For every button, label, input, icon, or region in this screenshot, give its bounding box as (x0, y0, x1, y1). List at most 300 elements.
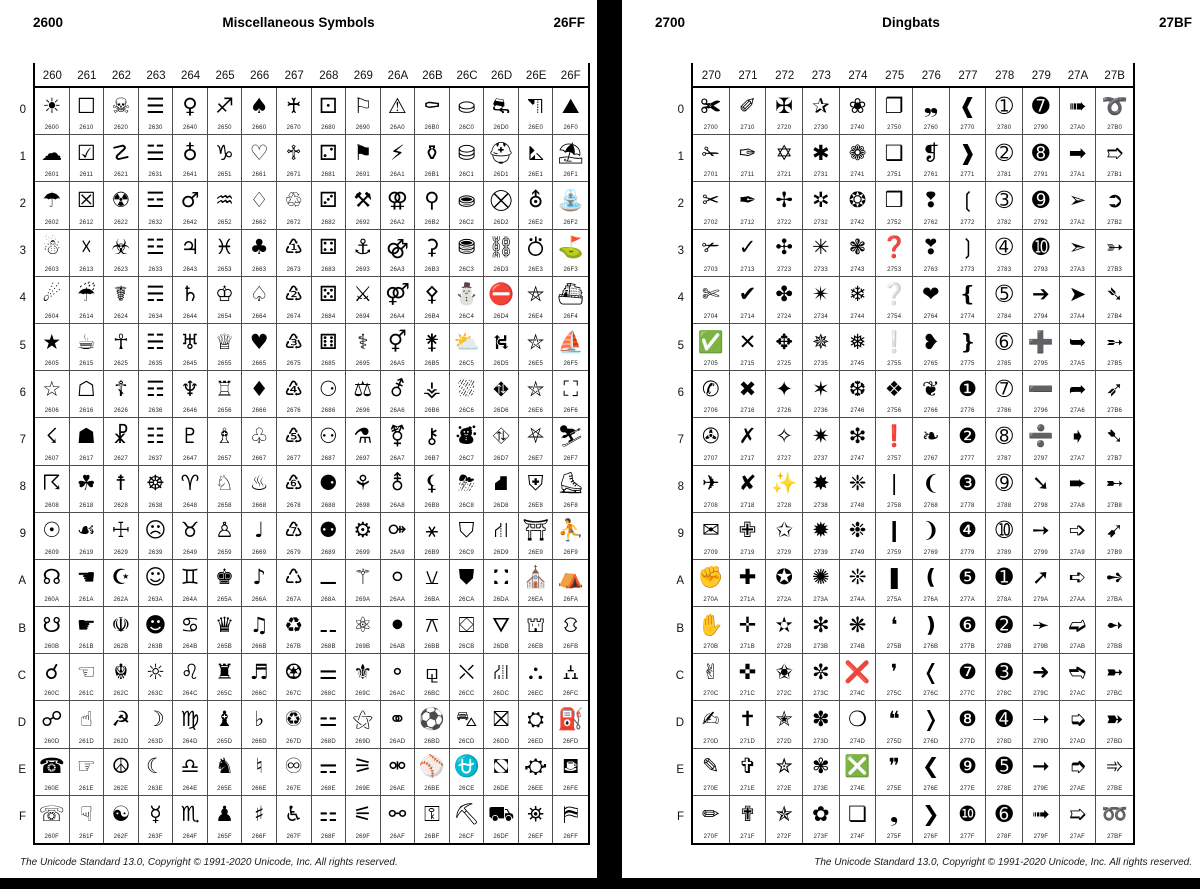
codepoint-cell (346, 230, 381, 277)
codepoint-label: 2639 (148, 549, 163, 556)
codepoint-cell (173, 88, 208, 135)
codepoint-label: 265D (217, 738, 233, 745)
codepoint-label: 2670 (286, 125, 301, 132)
character-glyph: ✬ (775, 659, 793, 684)
codepoint-label: 2631 (148, 172, 163, 179)
codepoint-cell (1096, 88, 1133, 135)
character-glyph: ✃ (702, 235, 720, 260)
character-glyph: ☙ (76, 518, 96, 543)
codepoint-label: 2660 (252, 125, 267, 132)
codepoint-label: 26FE (563, 785, 579, 792)
codepoint-cell (242, 607, 277, 654)
character-glyph: ❜ (890, 659, 898, 684)
character-glyph: ⛟ (487, 801, 515, 826)
character-glyph: ☴ (146, 282, 165, 307)
codepoint-cell (519, 135, 554, 182)
character-glyph: ⛪ (522, 565, 549, 590)
codepoint-cell (766, 654, 803, 701)
codepoint-label: 2733 (813, 266, 828, 273)
character-glyph: ♬ (249, 659, 269, 684)
character-glyph: ➸ (1105, 471, 1124, 496)
character-glyph: ✸ (812, 471, 830, 496)
character-glyph: ➲ (1105, 187, 1124, 212)
character-glyph: ⚽ (418, 707, 446, 732)
codepoint-label: 2622 (113, 219, 128, 226)
row-label: D (17, 717, 26, 730)
codepoint-cell (803, 607, 840, 654)
codepoint-label: 2671 (286, 172, 301, 179)
codepoint-cell (1096, 654, 1133, 701)
codepoint-label: 266C (251, 691, 267, 698)
codepoint-label: 26C2 (458, 219, 475, 226)
codepoint-label: 2686 (321, 408, 336, 415)
character-glyph: ☰ (146, 93, 165, 118)
character-glyph: ☾ (146, 754, 165, 779)
character-glyph: ⛗ (492, 423, 510, 448)
codepoint-label: 276F (923, 834, 939, 840)
character-glyph: ❡ (922, 140, 940, 165)
codepoint-cell (950, 607, 987, 654)
character-glyph: ♸ (284, 471, 304, 496)
character-glyph: ⛣ (525, 235, 547, 260)
codepoint-cell (1023, 371, 1060, 418)
codepoint-label: 2788 (997, 502, 1012, 509)
codepoint-cell (139, 607, 174, 654)
codepoint-label: 27B3 (1107, 266, 1123, 273)
character-glyph: ❢ (922, 187, 940, 212)
codepoint-cell (450, 607, 485, 654)
codepoint-cell (242, 277, 277, 324)
codepoint-label: 26E6 (528, 408, 544, 415)
codepoint-label: 2796 (1033, 408, 1048, 415)
codepoint-label: 272D (776, 738, 792, 745)
codepoint-cell (312, 701, 347, 748)
codepoint-cell (1096, 749, 1133, 796)
codepoint-label: 2698 (355, 502, 370, 509)
character-glyph: ➯ (1068, 801, 1087, 826)
character-glyph: ⚺ (424, 565, 439, 590)
codepoint-cell (913, 749, 950, 796)
character-glyph: ✪ (775, 565, 793, 590)
character-glyph: ⚤ (385, 282, 410, 307)
codepoint-cell (876, 560, 913, 607)
character-glyph: ⛧ (527, 423, 545, 448)
codepoint-label: 26DC (493, 691, 510, 698)
codepoint-label: 273F (813, 834, 829, 840)
codepoint-cell (553, 324, 588, 371)
codepoint-cell (876, 796, 913, 843)
codepoint-cell (242, 135, 277, 182)
codepoint-label: 2710 (740, 125, 755, 132)
character-glyph: ❒ (884, 187, 904, 212)
codepoint-label: 273D (813, 738, 829, 745)
codepoint-cell (173, 277, 208, 324)
codepoint-label: 2767 (923, 455, 938, 462)
character-glyph: ✼ (812, 659, 830, 684)
codepoint-label: 274A (850, 597, 865, 604)
character-glyph: ➖ (1027, 376, 1054, 401)
character-glyph: ✑ (738, 140, 757, 165)
character-glyph: ➍ (995, 707, 1013, 732)
codepoint-label: 2708 (703, 502, 718, 509)
character-glyph: ♳ (284, 235, 304, 260)
codepoint-label: 26B9 (424, 549, 440, 556)
codepoint-cell (913, 654, 950, 701)
character-glyph: ➰ (1101, 93, 1128, 118)
codepoint-label: 26AF (389, 834, 405, 840)
codepoint-cell (104, 88, 139, 135)
codepoint-cell (876, 277, 913, 324)
character-glyph: ☇ (45, 423, 58, 448)
character-glyph: ✘ (738, 471, 757, 496)
codepoint-label: 268D (320, 738, 336, 745)
codepoint-label: 270F (703, 834, 719, 840)
character-glyph: ✳ (812, 235, 830, 260)
codepoint-cell (242, 324, 277, 371)
codepoint-cell (346, 277, 381, 324)
character-glyph: ❊ (848, 565, 867, 590)
codepoint-cell (381, 135, 416, 182)
character-glyph: ⛥ (527, 329, 545, 354)
codepoint-label: 271D (739, 738, 756, 745)
character-glyph: ⛕ (493, 329, 509, 354)
codepoint-label: 2744 (850, 313, 865, 320)
character-glyph: ⚘ (353, 471, 373, 496)
codepoint-label: 26A3 (389, 266, 405, 273)
character-glyph: ✔ (738, 282, 757, 307)
character-glyph: ✰ (812, 93, 830, 118)
character-glyph: ♛ (215, 612, 234, 637)
character-glyph: ⚞ (353, 754, 373, 779)
codepoint-cell (208, 796, 243, 843)
codepoint-cell (104, 513, 139, 560)
character-glyph: ⛱ (557, 140, 585, 165)
codepoint-cell (1060, 324, 1097, 371)
character-glyph: ❻ (958, 612, 977, 637)
character-glyph: ⚼ (424, 659, 440, 684)
character-glyph: ➉ (995, 518, 1013, 543)
character-glyph: ✇ (702, 423, 720, 448)
column-header: 26F (560, 70, 581, 82)
character-glyph: ☫ (111, 612, 131, 637)
codepoint-label: 2612 (79, 219, 94, 226)
codepoint-label: 271B (740, 644, 755, 651)
codepoint-cell (381, 418, 416, 465)
codepoint-cell (913, 324, 950, 371)
codepoint-label: 26BA (424, 597, 440, 604)
codepoint-label: 27B6 (1107, 408, 1123, 415)
codepoint-label: 2761 (923, 172, 938, 179)
character-glyph: ❟ (890, 801, 899, 826)
codepoint-label: 2645 (182, 361, 198, 368)
codepoint-cell (312, 513, 347, 560)
character-glyph: ⚁ (319, 140, 338, 165)
character-glyph: ♅ (180, 329, 200, 354)
codepoint-cell (450, 135, 485, 182)
character-glyph: ➐ (1032, 93, 1050, 118)
codepoint-label: 269B (355, 644, 371, 651)
character-glyph: ➑ (1032, 140, 1050, 165)
codepoint-label: 2734 (813, 313, 828, 320)
codepoint-cell (277, 607, 312, 654)
character-glyph: ➈ (995, 471, 1013, 496)
codepoint-label: 2771 (960, 172, 975, 179)
codepoint-label: 2684 (321, 313, 336, 320)
codepoint-label: 26C4 (458, 313, 475, 320)
character-glyph: ☳ (146, 235, 165, 260)
character-glyph: ♈ (180, 471, 200, 496)
character-glyph: ➞ (1032, 754, 1050, 779)
character-glyph: ⚄ (319, 282, 338, 307)
codepoint-label: 270E (703, 785, 719, 792)
codepoint-cell (70, 749, 105, 796)
codepoint-label: 26A7 (389, 455, 405, 462)
character-glyph: ➡ (1068, 140, 1087, 165)
codepoint-label: 2689 (321, 549, 336, 556)
codepoint-cell (312, 371, 347, 418)
column-header: 278 (995, 70, 1015, 82)
codepoint-cell (1023, 701, 1060, 748)
codepoint-label: 2678 (286, 502, 301, 509)
codepoint-label: 2672 (286, 219, 301, 226)
character-glyph: ⛉ (458, 518, 475, 543)
codepoint-cell (381, 466, 416, 513)
codepoint-label: 2616 (79, 408, 94, 415)
character-glyph: ⚿ (423, 801, 440, 826)
character-glyph: ☁ (41, 140, 63, 165)
codepoint-label: 276D (923, 738, 939, 745)
character-glyph: ♇ (180, 423, 200, 448)
codepoint-cell (450, 324, 485, 371)
codepoint-cell (484, 796, 519, 843)
character-glyph: ☼ (146, 659, 165, 684)
character-glyph: ⚚ (353, 565, 373, 590)
codepoint-label: 278A (996, 597, 1012, 604)
character-glyph: ♧ (249, 423, 269, 448)
codepoint-label: 267B (286, 644, 302, 651)
codepoint-label: 262C (113, 691, 129, 698)
codepoint-label: 27A0 (1070, 125, 1085, 132)
codepoint-label: 26CD (458, 738, 475, 745)
codepoint-label: 2758 (887, 502, 902, 509)
codepoint-label: 2798 (1033, 502, 1048, 509)
codepoint-label: 2743 (850, 266, 865, 273)
codepoint-label: 2799 (1033, 549, 1048, 556)
character-glyph: ☎ (38, 754, 65, 779)
character-glyph: ⛌ (458, 659, 475, 684)
codepoint-label: 2659 (217, 549, 232, 556)
codepoint-label: 26D9 (493, 549, 509, 556)
codepoint-label: 2783 (997, 266, 1012, 273)
codepoint-cell (381, 749, 416, 796)
codepoint-cell (1096, 418, 1133, 465)
codepoint-label: 263E (148, 785, 163, 792)
codepoint-cell (104, 654, 139, 701)
character-glyph: ☑ (76, 140, 96, 165)
codepoint-cell (876, 371, 913, 418)
codepoint-label: 2688 (321, 502, 336, 509)
codepoint-label: 2682 (321, 219, 336, 226)
codepoint-cell (519, 701, 554, 748)
codepoint-label: 262D (113, 738, 129, 745)
character-glyph: ♦ (249, 376, 269, 401)
character-glyph: ⚍ (318, 707, 338, 732)
character-glyph: ☩ (111, 518, 131, 543)
codepoint-cell (208, 418, 243, 465)
character-glyph: ⛏ (453, 801, 480, 826)
codepoint-cell (173, 654, 208, 701)
character-glyph: ✧ (775, 423, 793, 448)
codepoint-cell (986, 230, 1023, 277)
codepoint-label: 2653 (217, 266, 232, 273)
codepoint-cell (519, 654, 554, 701)
codepoint-label: 26E5 (528, 361, 544, 368)
codepoint-label: 264B (182, 644, 198, 651)
character-glyph: ⛀ (457, 93, 476, 118)
codepoint-cell (484, 324, 519, 371)
character-glyph: ➝ (1032, 707, 1050, 732)
codepoint-cell (208, 749, 243, 796)
codepoint-label: 26EE (527, 785, 544, 792)
character-glyph: ♺ (284, 565, 304, 590)
codepoint-label: 27BF (1107, 834, 1123, 840)
codepoint-label: 2753 (887, 266, 902, 273)
row-label: 9 (677, 528, 684, 541)
character-glyph: ☖ (76, 376, 96, 401)
column-header: 26A (387, 70, 409, 82)
codepoint-label: 2730 (813, 125, 828, 132)
codepoint-label: 27A9 (1070, 549, 1085, 556)
character-glyph: ❥ (922, 329, 940, 354)
codepoint-cell (70, 135, 105, 182)
character-glyph: ➭ (1068, 707, 1087, 732)
codepoint-label: 272F (776, 834, 792, 840)
character-glyph: ➄ (995, 282, 1013, 307)
codepoint-label: 26F1 (563, 172, 578, 179)
codepoint-label: 26B2 (424, 219, 440, 226)
codepoint-cell (173, 701, 208, 748)
codepoint-cell (277, 418, 312, 465)
column-header: 270 (701, 70, 721, 82)
codepoint-label: 2780 (997, 125, 1012, 132)
row-label: F (18, 811, 26, 824)
codepoint-label: 2717 (740, 455, 755, 462)
codepoint-label: 268E (320, 785, 336, 792)
codepoint-cell (381, 607, 416, 654)
column-header: 260 (42, 70, 62, 82)
codepoint-label: 27A3 (1070, 266, 1085, 273)
codepoint-cell (208, 182, 243, 229)
codepoint-cell (730, 324, 767, 371)
character-glyph: ☝ (79, 707, 93, 732)
character-glyph: ➗ (1027, 423, 1054, 448)
character-glyph: ❀ (848, 93, 867, 118)
codepoint-cell (693, 418, 730, 465)
codepoint-cell (242, 513, 277, 560)
codepoint-label: 26D5 (493, 361, 509, 368)
codepoint-cell (840, 135, 877, 182)
codepoint-label: 2606 (44, 408, 59, 415)
character-glyph: ➽ (1105, 707, 1124, 732)
codepoint-label: 2725 (777, 361, 792, 368)
codepoint-label: 2692 (355, 219, 370, 226)
character-glyph: ⛘ (493, 471, 509, 496)
codepoint-cell (346, 88, 381, 135)
character-glyph: ❾ (958, 754, 977, 779)
row-label: B (676, 622, 684, 635)
character-glyph: ♱ (285, 140, 302, 165)
codepoint-label: 260E (44, 785, 60, 792)
codepoint-cell (840, 418, 877, 465)
codepoint-cell (1060, 371, 1097, 418)
codepoint-cell (986, 371, 1023, 418)
character-glyph: ⚈ (318, 471, 338, 496)
codepoint-cell (277, 796, 312, 843)
character-glyph: ✟ (738, 801, 757, 826)
codepoint-label: 2663 (252, 266, 267, 273)
codepoint-cell (730, 230, 767, 277)
codepoint-cell (876, 701, 913, 748)
codepoint-label: 261B (78, 644, 94, 651)
codepoint-cell (104, 560, 139, 607)
codepoint-label: 279D (1033, 738, 1049, 745)
codepoint-label: 2664 (252, 313, 267, 320)
codepoint-label: 2625 (113, 361, 128, 368)
codepoint-cell (519, 513, 554, 560)
character-glyph: ❑ (884, 140, 904, 165)
codepoint-cell (415, 182, 450, 229)
codepoint-label: 2697 (355, 455, 370, 462)
codepoint-cell (381, 371, 416, 418)
codepoint-cell (35, 607, 70, 654)
character-glyph: ⛙ (493, 518, 509, 543)
codepoint-cell (876, 418, 913, 465)
codepoint-cell (104, 796, 139, 843)
character-glyph: ☐ (76, 93, 96, 118)
codepoint-label: 27AD (1069, 738, 1086, 745)
codepoint-cell (1060, 607, 1097, 654)
codepoint-label: 270B (703, 644, 719, 651)
codepoint-cell (766, 277, 803, 324)
codepoint-cell (840, 654, 877, 701)
codepoint-label: 275E (886, 785, 902, 792)
character-glyph: ⛅ (453, 329, 480, 354)
row-label: 0 (677, 103, 684, 116)
character-glyph: ☃ (42, 235, 62, 260)
codepoint-label: 26EC (527, 691, 544, 698)
character-glyph: ✥ (775, 329, 793, 354)
codepoint-cell (415, 654, 450, 701)
character-glyph: ✚ (738, 565, 757, 590)
codepoint-label: 264C (182, 691, 198, 698)
codepoint-label: 279B (1033, 644, 1049, 651)
character-glyph: ♜ (215, 659, 234, 684)
character-glyph: ♥ (249, 329, 269, 354)
codepoint-cell (950, 182, 987, 229)
codepoint-label: 2607 (44, 455, 59, 462)
character-glyph: ⛑ (487, 140, 515, 165)
codepoint-cell (766, 88, 803, 135)
row-label: 5 (677, 339, 684, 352)
column-header: 26C (456, 70, 478, 82)
character-glyph: ⛸ (557, 471, 585, 496)
character-glyph: ❅ (848, 329, 867, 354)
character-glyph: ✷ (812, 423, 830, 448)
codepoint-label: 266A (251, 597, 267, 604)
codepoint-cell (484, 88, 519, 135)
codepoint-label: 2680 (321, 125, 336, 132)
codepoint-label: 278C (996, 691, 1012, 698)
